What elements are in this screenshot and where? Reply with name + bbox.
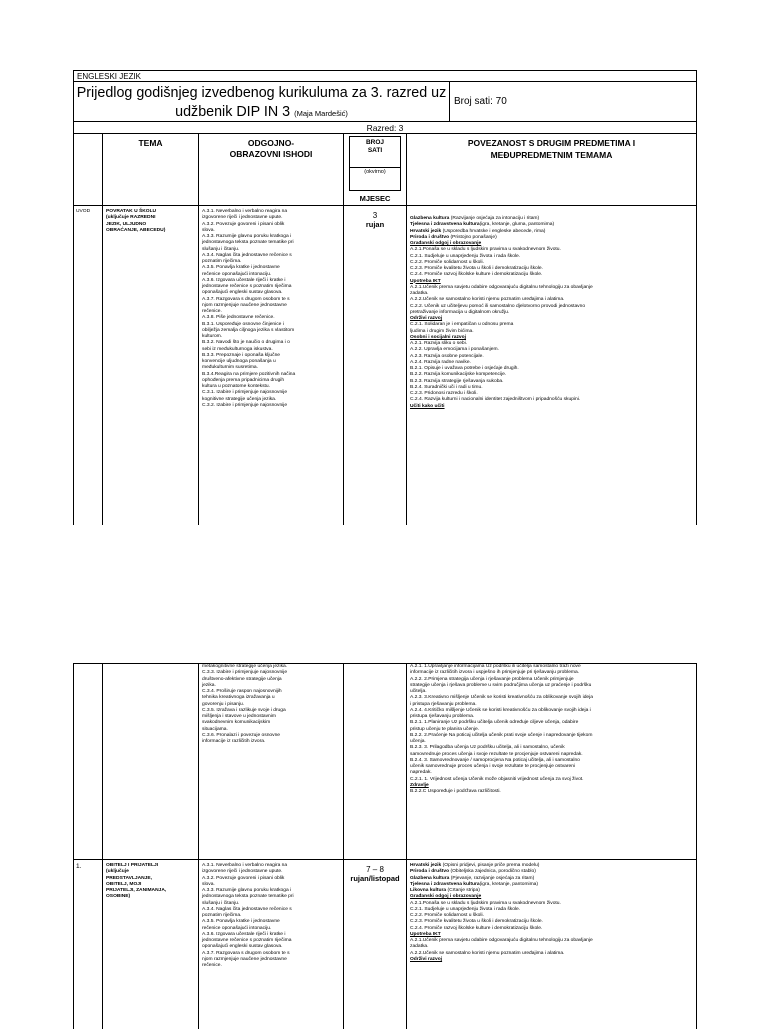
row-uvod-sati (343, 205, 407, 525)
text-line: učenja. (410, 739, 426, 744)
month-value: rujan/listopad (350, 874, 400, 883)
row-cont-tema (102, 663, 199, 860)
total-hours-label: Broj sati: 70 (454, 96, 507, 107)
text-line: C.2.3. Promiče kvalitetu života u školi i demokratizaciju škole. (410, 919, 543, 925)
section-heading: Zdravlje (410, 782, 429, 788)
subject-link-line: Glazbena kultura (Pjevanje, razvijanje osjećaja za ritam) (410, 875, 535, 881)
tema-lines (103, 860, 198, 901)
section-heading: Učiti kako učiti (410, 403, 445, 409)
text-line: A.3.3. Razumije glavnu poruku kratkoga i (202, 234, 292, 239)
section-heading: Građanski odgoj i obrazovanje (410, 894, 482, 900)
section-heading: Održivi razvoj (410, 316, 443, 321)
col-sati-header: BROJ SATI (okvirno) MJESEC (343, 133, 407, 206)
col-num-header (73, 133, 103, 206)
section-heading: Građanski odgoj i obrazovanje (410, 241, 482, 246)
ishodi-lines (199, 206, 343, 409)
text-line: rečenice oponašajući intonaciju. (202, 271, 272, 277)
text-line: A.2.2. 2.Primjena strategija učenja i rješavanje problema Učenik primjenjuje (410, 676, 574, 682)
text-line: A.3.4. Naglas čita jednostavne rečenice s (202, 252, 292, 258)
text-line: rečenice. (202, 309, 222, 314)
text-line: A.2.2. Upravlja emocijama i ponašanjem. (410, 347, 499, 353)
text-line: OBITELJ, MOJI (106, 881, 142, 887)
grade-label: Razred: 3 (366, 123, 404, 133)
text-line: C.3.3. Izabire i primjenjuje najosnovnije (202, 670, 288, 676)
text-line: C.3.1. Izabire i primjenjuje najosnovnije (202, 390, 288, 396)
section-heading: Osobni i socijalni razvoj (410, 334, 466, 340)
row-cont-sati (343, 663, 407, 860)
text-line: C.2.4. Razvija kulturni i nacionalni identitet zajedništvom i pripadnošću skupini. (410, 397, 581, 403)
text-line: A.2.2.Učenik se samostalno koristi njemu poznatim uređajima i alatima. (410, 297, 565, 303)
text-line: kognitivne strategije učenja jezika. (202, 396, 277, 402)
row-1-tema (102, 859, 199, 1029)
text-line: C.3.6. Pronalazi i povezuje osnovne (202, 732, 281, 738)
author-label: (Maja Mardešić) (294, 109, 348, 118)
text-line: (uključuje (106, 869, 129, 875)
text-line: OBRAĆANJE, ABECEDU) (106, 227, 166, 233)
text-line: A.2.3. 3.Kreativno mišljenje Učenik se koristi kreativnošću za oblikovanje svojih ideja (410, 695, 593, 701)
text-line: oponašajući engleski sustav glasova. (202, 290, 283, 296)
text-line: slušanju i čitanju. (202, 246, 240, 252)
text-line: informacije iz različitih izvora. (202, 739, 266, 744)
row-cont-ishodi (198, 663, 344, 860)
text-line: B.2.2.C Uspoređuje i podržava različitosti. (410, 789, 501, 794)
text-line: obilježja zemalja ciljnoga jezika s vlastitom (202, 327, 295, 333)
month-value: rujan (365, 220, 385, 229)
text-line: C.2.4. Promiče razvoj školske kulture i demokratizaciju škole. (410, 272, 543, 278)
text-line: A.2.1.Ponaša se u skladu s ljudskim pravima u svakodnevnom životu. (410, 247, 561, 253)
text-line: B.2.2. 2.Praćenje Na poticaj učitelja učenik prati svoje učenje i napredovanje tijekom (410, 732, 593, 738)
document-title: Prijedlog godišnjeg izvedbenog kurikuluma za 3. razred uz udžbenik DIP IN 3 (Maja Mardešić) (76, 85, 447, 120)
text-line: A.2.1.Učenik prema savjetu odabire odgovarajuću digitalnu tehnologiju za obavljanje (410, 938, 593, 943)
col-tema-header: TEMA (102, 133, 199, 206)
broj-sati-box: BROJ SATI (okvirno) (349, 136, 401, 191)
page-1 (73, 70, 697, 525)
text-line: učenik samovrednuje proces učenja i svoje rezultate te procjenjuje ostvareni (410, 764, 576, 769)
text-line: sebi iz međukulturnoga iskustva. (202, 346, 273, 352)
text-line: strategije učenja i rješava probleme u svim područjima učenja uz praćenje i podršku (410, 682, 592, 688)
text-line: C.2.1. Sudjeluje u unaprjeđenju života i rada škole. (410, 906, 521, 912)
text-line: društveno-afektivne strategije učenja (202, 676, 282, 682)
text-line: mišljenja i stavove u jednostavnim (202, 714, 276, 719)
row-uvod-ishodi (198, 205, 344, 525)
subject-label: ENGLESKI JEZIK (77, 72, 142, 81)
row-1-sati (343, 859, 407, 1029)
col-povezanost-header: POVEZANOST S DRUGIM PREDMETIMA I MEĐUPREDMETNIM TEMAMA (406, 133, 697, 206)
subject-link-line: Likovna kultura (Crtanje stripa) (410, 888, 480, 893)
text-line: A.3.4. Naglas čita jednostavne rečenice s (202, 906, 292, 912)
row-cont-num (73, 663, 103, 860)
text-line: B.2.4. 3. Samovrednovanje / samoprocjena Na poticaj učitelja, ali i samostalno (410, 757, 580, 763)
text-line: izgovorene riječi i jednostavne upute. (202, 215, 283, 221)
text-line: C.3.4. Proširuje raspon najosnovnijih (202, 689, 282, 694)
tema-lines (103, 206, 198, 234)
text-line: rečenice oponašajući intonaciju. (202, 925, 272, 931)
subject-link-line: Hrvatski jezik (Opisni pridjevi, pisanje priče prema modelu) (410, 863, 540, 868)
text-line: konvencije uljudnoga ponašanja u (202, 359, 276, 364)
text-line: C.2.2. Promiče solidarnost u školi. (410, 913, 484, 918)
text-line: poznatim riječima. (202, 259, 242, 264)
hours-cell (449, 81, 697, 122)
row-uvod-num: UVOD (73, 205, 103, 525)
text-line: slova. (202, 227, 215, 233)
text-line: jednostavnoga teksta poznate tematike pri (202, 894, 294, 900)
text-line: zadatka. (410, 291, 429, 296)
text-line: i pristupa rješavanju problema. (410, 701, 477, 707)
text-line: jednostavne rečenice s poznatim riječima (202, 284, 292, 289)
text-line: B.2.3. 3. Prilagodba učenja Uz podršku učitelja, ali i samostalno, učenik (410, 745, 565, 751)
text-line: C.3.2. Izabire i primjenjuje najosnovnije (202, 402, 288, 408)
row-1-num: 1. (73, 859, 103, 1029)
text-line: OBITELJ I PRIJATELJI (106, 863, 159, 868)
text-line: C.2.2. Promiče solidarnost u školi. (410, 259, 484, 265)
povezanost-lines (407, 206, 696, 410)
text-line: govorenju i pisanju. (202, 701, 245, 707)
row-cont-povezanost (406, 663, 697, 860)
text-line: poznatim riječima. (202, 913, 242, 918)
text-line: situacijama. (202, 726, 228, 732)
text-line: B.3.1. Uspoređuje osnovne činjenice i (202, 321, 284, 327)
text-line: zadatka. (410, 944, 429, 950)
subject-link-line: Tjelesna i zdravstvena kultura(igra, kretanje, pantomima) (410, 881, 539, 887)
row-1-ishodi (198, 859, 344, 1029)
text-line: A.3.2. Povezuje govoreni i pisani oblik (202, 221, 285, 227)
text-line: A.3.8. Piše jednostavne rečenice. (202, 315, 275, 321)
text-line: samovrednuje proces učenja i svoje rezultate te procjenjuje ostvareni napredak. (410, 751, 583, 757)
row-uvod-povezanost (406, 205, 697, 525)
text-line: A.2.1. 1.Upravljanje informacijama Uz podršku ili učitelja samostalno traži nove (410, 664, 581, 669)
text-line: B.2.3. Razvija strategije rješavanja sukoba. (410, 378, 504, 384)
text-line: A.2.1.Učenik prema savjetu odabire odgovarajuću digitalnu tehnologiju za obavljanje (410, 284, 593, 290)
text-line: slova. (202, 881, 215, 887)
hours-value: 3 (372, 211, 378, 220)
text-line: A.2.1.Ponaša se u skladu s ljudskim pravima u svakodnevnom životu. (410, 900, 561, 906)
section-heading: Održivi razvoj (410, 956, 443, 962)
subject-link-line: Priroda i društvo (Pristojno ponašanje) (410, 234, 497, 240)
povezanost-lines (407, 860, 696, 963)
text-line: A.2.4. Razvija radne navike. (410, 359, 471, 365)
text-line: njom razmjenjuje naučene jednostavne (202, 956, 287, 962)
text-line: C.2.3. Promiče kvalitetu života u školi i demokratizaciju škole. (410, 266, 543, 271)
text-line: izgovorene riječi i jednostavne upute. (202, 869, 283, 875)
text-line: A.2.2.Učenik se samostalno koristi njemu poznatim uređajima i alatima. (410, 950, 565, 956)
text-line: učitelja. (410, 689, 427, 694)
text-line: njom razmjenjuje naučene jednostavne (202, 302, 287, 308)
text-line: A.3.6. Izgovara učestale riječi i kratke i (202, 277, 286, 283)
text-line: PREDSTAVLJANJE, (106, 875, 153, 881)
text-line: informacije iz različitih izvora i uspješno ih primjenjuje pri rješavanju problema. (410, 670, 580, 676)
text-line: kultura u poznatome kontekstu. (202, 384, 270, 389)
text-line: B.2.1. Opisuje i uvažava potrebe i osjećaje drugih. (410, 366, 519, 371)
text-line: međukulturnim susretima. (202, 365, 258, 371)
text-line: A.3.7. Razgovara s drugom osobom te s (202, 296, 290, 302)
text-line: A.3.2. Povezuje govoreni i pisani oblik (202, 875, 285, 881)
text-line: (uključuje RAZREDNI (106, 215, 156, 221)
text-line: B.2.2. Razvija komunikacijske kompetencije. (410, 372, 507, 378)
page-2 (73, 663, 697, 1024)
text-line: jezika. (202, 682, 216, 688)
text-line: svakodnevnim komunikacijskim (202, 720, 271, 726)
section-heading: Upotreba IKT (410, 931, 441, 937)
subject-link-line: Glazbena kultura (Razvijanje osjećaja za intonaciju i ritam) (410, 216, 540, 221)
text-line: metakognitivne strategije učenja jezika. (202, 664, 288, 669)
text-line: POVRATAK U ŠKOLU (106, 209, 157, 214)
text-line: C.3.5. Izražava i razlikuje svoje i druga (202, 707, 286, 713)
text-line: C.2.1. Sudjeluje u unaprjeđenju života i rada škole. (410, 253, 521, 259)
text-line: C.2.1. Solidaran je i empatičan u odnosu prema (410, 322, 514, 328)
text-line: jednostavne rečenice s poznatim riječima (202, 938, 292, 943)
text-line: B.3.2. Navodi što je naučio o drugima i o (202, 340, 290, 346)
text-line: A.2.3. Razvija osobne potencijale. (410, 353, 484, 359)
title-cell (73, 81, 450, 122)
text-line: pretraživanje informacija u digitalnom okružju. (410, 309, 510, 315)
row-1-povezanost (406, 859, 697, 1029)
text-line: A.3.1. Neverbalno i verbalno reagira na (202, 863, 288, 868)
text-line: C.2.4. Promiče razvoj školske kulture i demokratizaciju škole. (410, 925, 543, 931)
povezanost-lines (407, 664, 696, 795)
text-line: pristupa rješavanju problema. (410, 714, 475, 719)
text-line: pristup učenju te planira učenje. (410, 726, 480, 732)
text-line: C.2.2. Učenik uz učiteljevu pomoć ili samostalno djelotvorno provodi jednostavno (410, 303, 586, 309)
subject-link-line: Priroda i društvo (Obiteljska zajednica, porodično stablo) (410, 869, 536, 875)
text-line: JEZIK, ULJUDNO (106, 221, 147, 227)
text-line: A.3.7. Razgovara s drugom osobom te s (202, 950, 290, 956)
subject-link-line: Hrvatski jezik (Usporedba hrvatske i engleske abecede, rima) (410, 228, 546, 234)
subject-link-line: Tjelesna i zdravstvena kultura(igra, kretanje, gluma, pantomima) (410, 222, 555, 228)
section-heading: Upotreba IKT (410, 278, 441, 284)
text-line: jednostavnoga teksta poznate tematike pri (202, 240, 294, 246)
text-line: B.2.1. 1.Planiranje Uz podršku učitelja učenik određuje ciljeve učenja, odabire (410, 720, 579, 726)
text-line: A.2.1. Razvija sliku o sebi. (410, 341, 468, 346)
row-uvod-tema (102, 205, 199, 525)
hours-value: 7 – 8 (366, 865, 384, 874)
text-line: napredak. (410, 770, 432, 776)
text-line: B.3.4.Reagira na primjere pozitivnih načina (202, 371, 296, 377)
text-line: A.3.5. Ponavlja kratke i jednostavne (202, 919, 280, 925)
text-line: rečenice. (202, 963, 222, 968)
text-line: slušanju i čitanju. (202, 900, 240, 906)
text-line: C.2.3. Pridonosi razredu i školi. (410, 391, 478, 396)
text-line: C.2.1. 1. Vrijednost učenja Učenik može objasniti vrijednost učenja za svoj život. (410, 776, 584, 782)
text-line: B.3.3. Prepoznaje i oponaša ključne (202, 352, 281, 358)
text-line: tehnika kreativnoga izražavanja u (202, 695, 275, 701)
text-line: B.2.4. Suradnički uči i radi u timu. (410, 384, 483, 390)
text-line: A.3.5. Ponavlja kratke i jednostavne (202, 265, 280, 271)
text-line: A.3.3. Razumije glavnu poruku kratkoga i (202, 888, 292, 893)
text-line: ljudima i drugim živim bićima. (410, 328, 474, 334)
text-line: PRIJATELJI, ZANIMANJA, (106, 888, 167, 893)
text-line: ophođenja prema pripadnicima drugih (202, 377, 285, 383)
text-line: kulturom. (202, 334, 223, 339)
text-line: A.2.4. 4.Kritičko mišljenje Učenik se koristi kreativnošću za oblikovanje svojih ideja i (410, 707, 591, 713)
text-line: A.3.6. Izgovara učestale riječi i kratke i (202, 931, 286, 937)
ishodi-lines (199, 664, 343, 745)
ishodi-lines (199, 860, 343, 969)
text-line: A.3.1. Neverbalno i verbalno reagira na (202, 209, 288, 214)
text-line: OSOBINE) (106, 894, 131, 900)
col-ishodi-header: ODGOJNO-OBRAZOVNI ISHODI (198, 133, 344, 206)
text-line: oponašajući engleski sustav glasova. (202, 944, 283, 950)
